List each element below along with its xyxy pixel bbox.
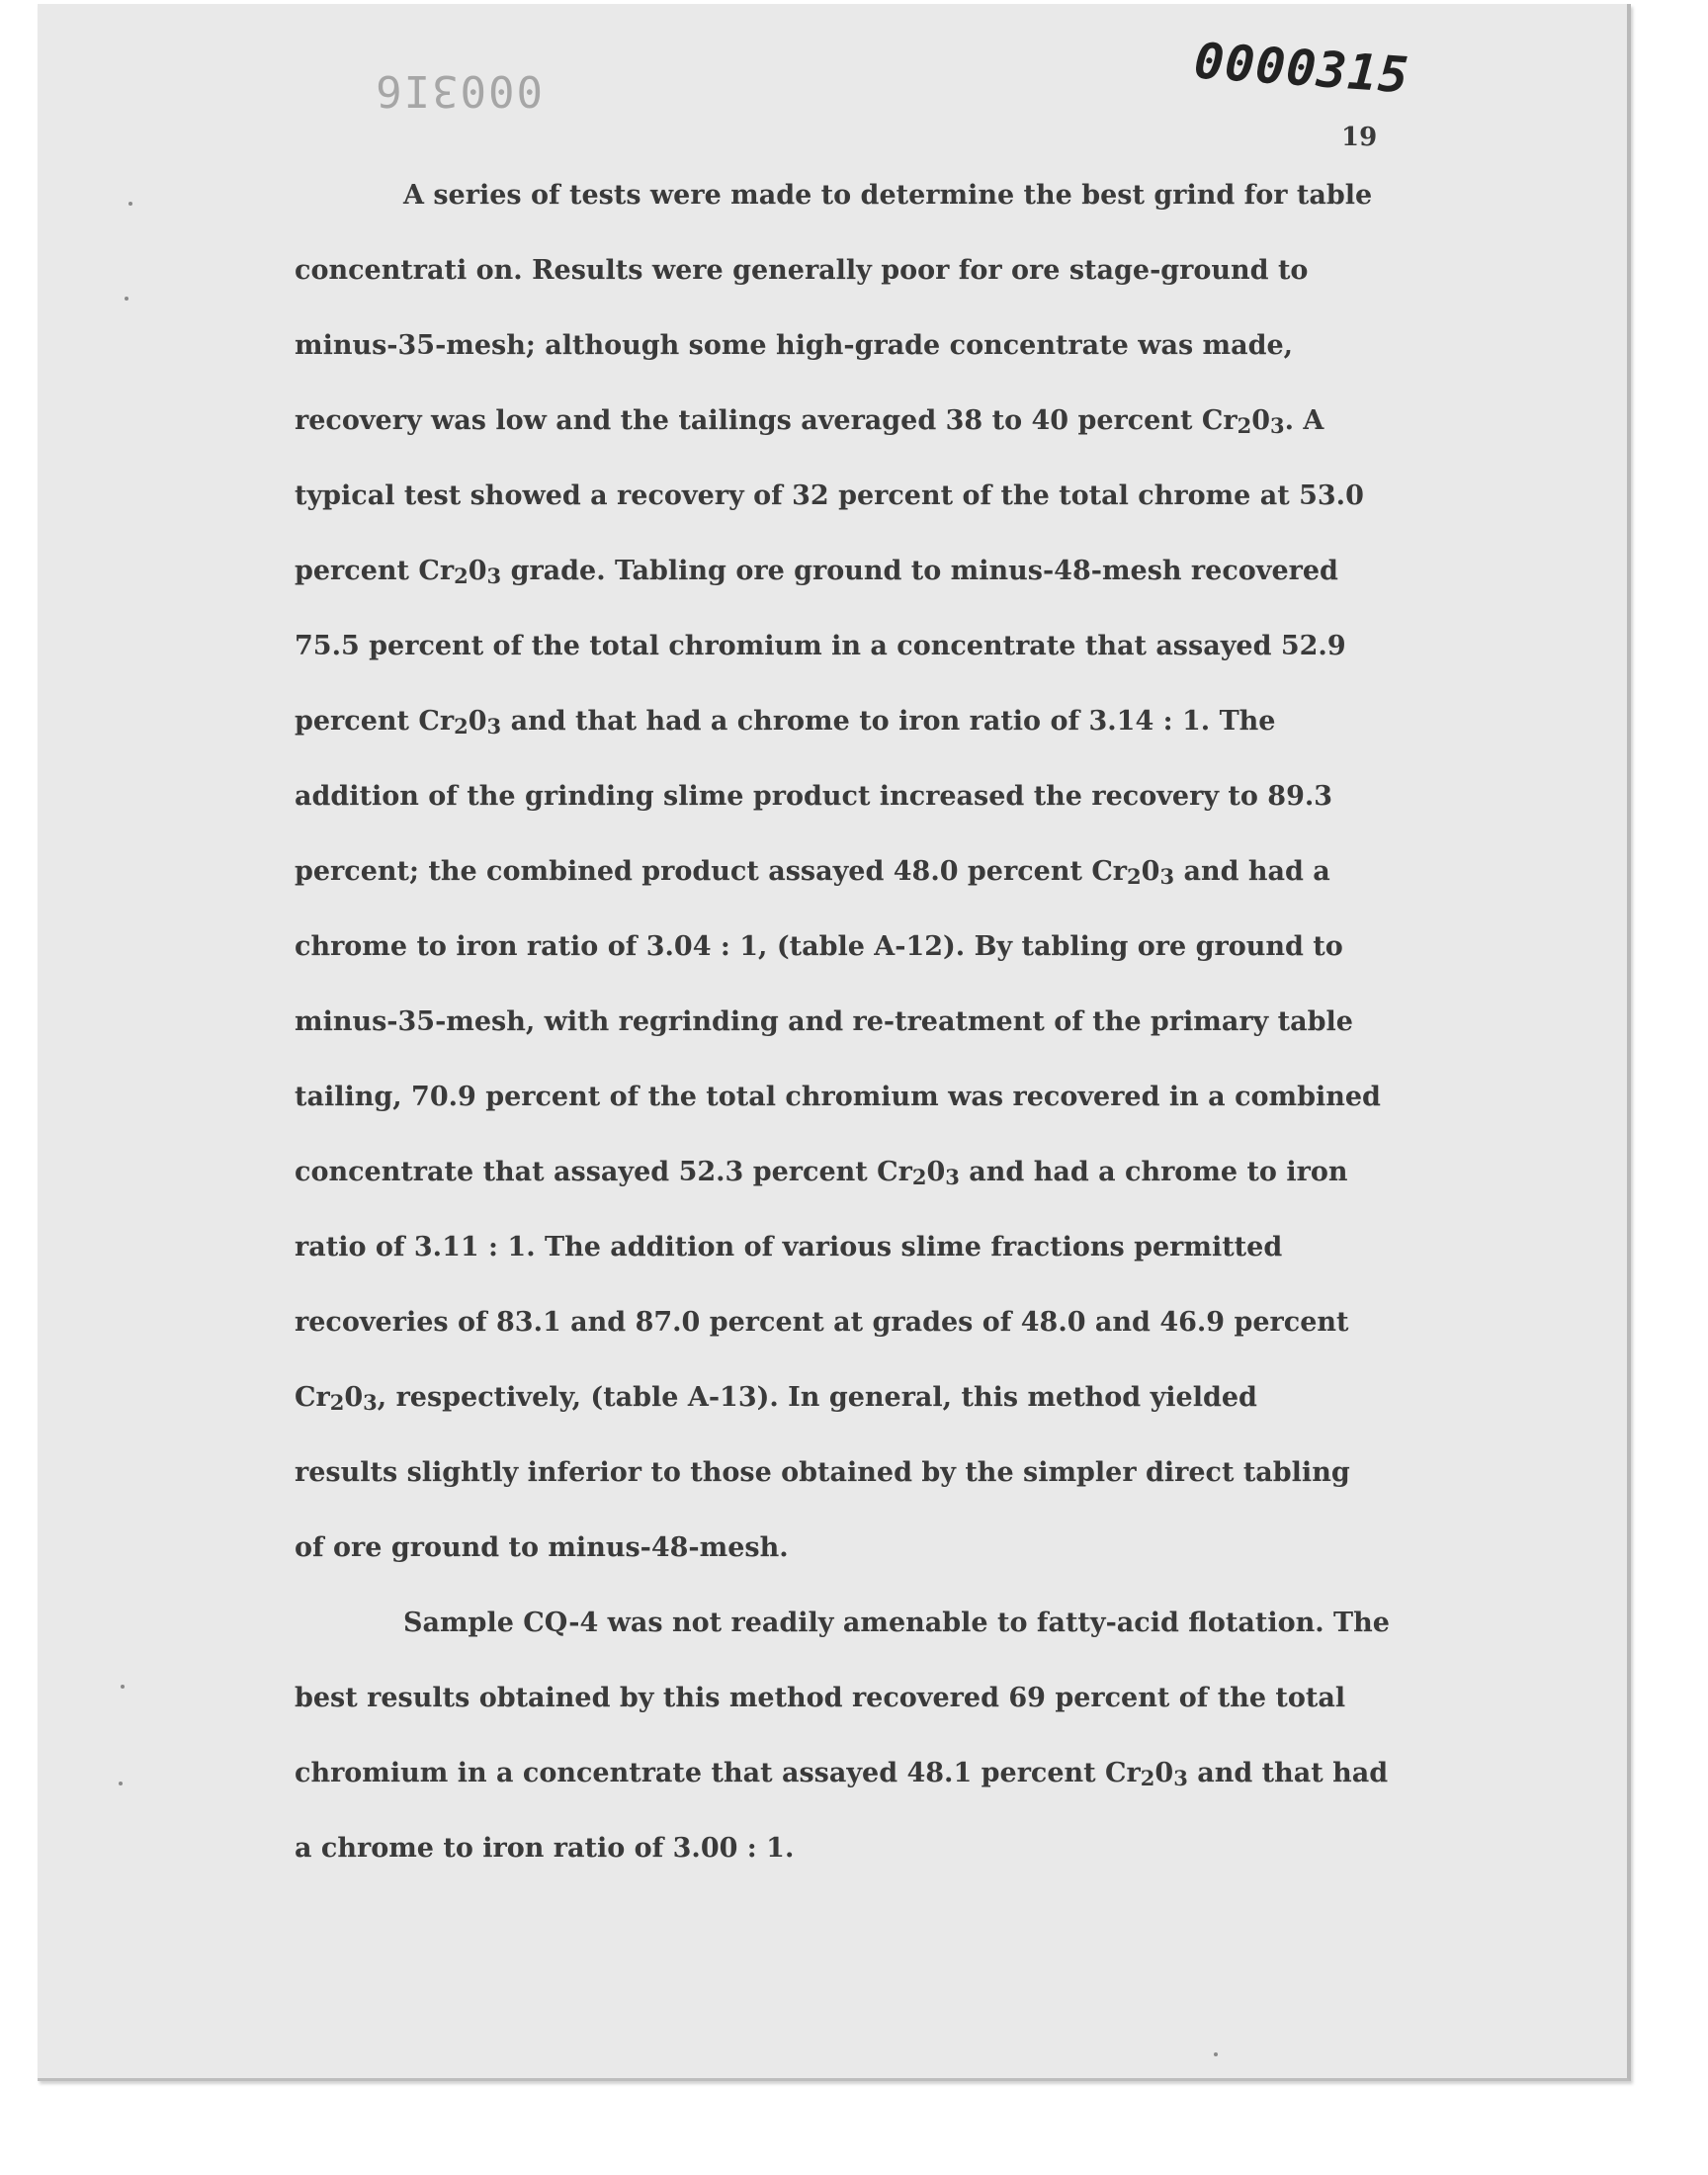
text-line: addition of the grinding slime product increased the recovery to 89.3 xyxy=(295,781,1333,812)
text-line: minus-35-mesh, with regrinding and re-treatment of the primary table xyxy=(295,1006,1353,1037)
paper-speck xyxy=(1214,2052,1218,2056)
text-line: a chrome to iron ratio of 3.00 : 1. xyxy=(295,1833,795,1864)
text-line: recoveries of 83.1 and 87.0 percent at grades of 48.0 and 46.9 percent xyxy=(295,1307,1349,1338)
subscript: 2 xyxy=(1140,1766,1155,1790)
subscript: 3 xyxy=(1270,413,1285,438)
text-line: 75.5 percent of the total chromium in a concentrate that assayed 52.9 xyxy=(295,631,1346,661)
subscript: 2 xyxy=(1127,864,1142,889)
subscript: 2 xyxy=(1237,413,1252,438)
faded-stamp: 0003I6 xyxy=(374,65,543,116)
text-line: Sample CQ-4 was not readily amenable to fatty-acid flotation. The xyxy=(403,1608,1390,1638)
subscript: 3 xyxy=(363,1390,378,1415)
paper-speck xyxy=(125,297,128,301)
subscript: 2 xyxy=(329,1390,345,1415)
text-line: typical test showed a recovery of 32 percent of the total chrome at 53.0 xyxy=(295,480,1364,511)
subscript: 2 xyxy=(454,714,469,739)
text-line: minus-35-mesh; although some high-grade concentrate was made, xyxy=(295,330,1294,361)
text-line: chrome to iron ratio of 3.04 : 1, (table A-12). By tabling ore ground to xyxy=(295,931,1343,962)
page-number: 19 xyxy=(1341,123,1378,152)
text-line: percent $Cr_20_3$ and that had a chrome to iron ratio of 3.14 : 1. The xyxy=(295,706,1276,739)
text-line: best results obtained by this method recovered 69 percent of the total xyxy=(295,1683,1346,1713)
text-line: A series of tests were made to determine the best grind for table xyxy=(403,180,1373,211)
text-line: chromium in a concentrate that assayed 48.1 percent $Cr_20_3$ and that had xyxy=(295,1758,1389,1790)
paper-speck xyxy=(128,202,132,206)
text-line: percent $Cr_20_3$ grade. Tabling ore ground to minus-48-mesh recovered xyxy=(295,556,1338,588)
document-number-stamp: 0000315 xyxy=(1192,32,1411,105)
subscript: 2 xyxy=(911,1165,927,1189)
text-line: results slightly inferior to those obtained by the simpler direct tabling xyxy=(295,1457,1350,1488)
text-line: recovery was low and the tailings averaged 38 to 40 percent $Cr_20_3$. A xyxy=(295,405,1324,438)
body-text xyxy=(295,158,1411,1886)
text-line: of ore ground to minus-48-mesh. xyxy=(295,1532,789,1563)
subscript: 3 xyxy=(1173,1766,1188,1790)
subscript: 2 xyxy=(454,564,469,588)
text-line: ratio of 3.11 : 1. The addition of various slime fractions permitted xyxy=(295,1232,1283,1262)
text-line: percent; the combined product assayed 48.0 percent $Cr_20_3$ and had a xyxy=(295,856,1330,889)
subscript: 3 xyxy=(1159,864,1175,889)
paper-speck xyxy=(119,1782,123,1785)
text-line: concentrate that assayed 52.3 percent $Cr_20_3$ and had a chrome to iron xyxy=(295,1157,1348,1189)
text-line: tailing, 70.9 percent of the total chromium was recovered in a combined xyxy=(295,1082,1381,1112)
subscript: 3 xyxy=(486,714,502,739)
text-line: $Cr_20_3$, respectively, (table A-13). In general, this method yielded xyxy=(295,1382,1257,1415)
subscript: 3 xyxy=(486,564,502,588)
paper-speck xyxy=(121,1685,125,1689)
subscript: 3 xyxy=(945,1165,960,1189)
text-line: concentrati on. Results were generally poor for ore stage-ground to xyxy=(295,255,1309,286)
